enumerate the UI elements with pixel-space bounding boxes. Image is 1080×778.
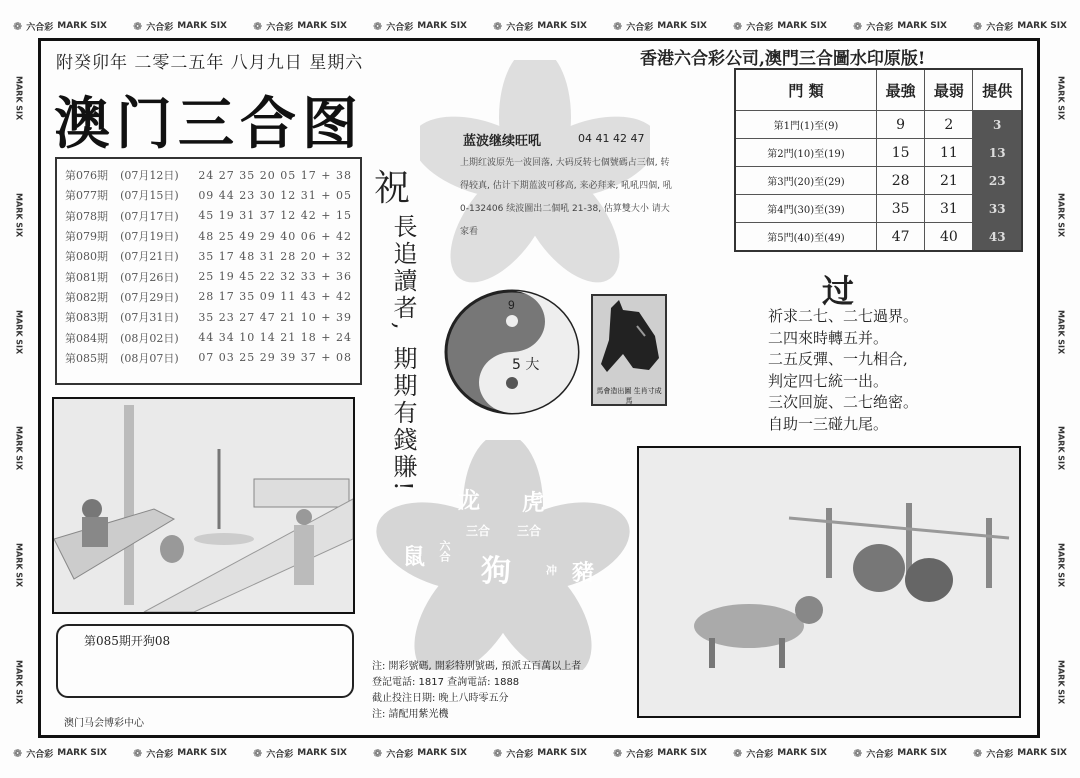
door-table-row [735,139,1022,167]
blue-wave-numbers: 04 41 42 47 [578,132,645,145]
door-provide: 13 [973,139,1022,167]
door-table [734,68,1023,252]
left-border: MARK SIX MARK SIX MARK SIX MARK SIX MARK SIX MARK SIX [14,76,24,704]
blue-wave-text: 上期红波原先一波回落, 大码反转七個號碼占三個, 转得较真, 估计下期蓝波可移高, 来必拜来, 吼吼四個, 吼 0-132406 续波圖出二個吼 21-38, 估算雙大小 请大家看 [460,158,672,237]
center-name: 澳门马会博彩中心 [64,718,144,729]
blue-wave-title: 蓝波继续旺吼 [463,134,542,149]
company-slogan: 香港六合彩公司,澳門三合圖水印原版! [640,49,926,69]
horse-caption: 馬會造出圖 生肖寸成馬 [596,387,662,405]
header-strong: 最強 [877,69,925,111]
zodiac-sanhe-1: 三合 [466,524,491,538]
history-date: (07月29日) [120,290,179,304]
dog-melon-scene [639,448,1019,716]
history-period: 第076期 [65,169,108,183]
taiji-top-number: 9 [508,298,515,312]
door-weak: 11 [925,139,973,167]
zodiac-liuhe: 六合 [438,540,451,562]
zodiac-pig: 豬 [572,561,595,586]
door-table-row [735,223,1022,252]
door-label: 第2門(10)至(19) [735,139,877,167]
history-date: (07月15日) [120,189,179,203]
history-period: 第079期 [65,230,108,244]
history-numbers: 28 17 35 09 11 43 + 42 [198,290,352,304]
history-period: 第078期 [65,209,108,223]
note-line: 登記電話: 1817 查詢電話: 1888 [372,677,520,688]
note-line: 注: 開彩號碼, 開彩特別號碼, 預派五百萬以上者 [372,661,582,672]
door-strong: 28 [877,167,925,195]
history-numbers: 45 19 31 37 12 42 + 15 [198,209,352,223]
header-weak: 最弱 [925,69,973,111]
zodiac-dog: 狗 [481,554,511,589]
poem-line: 二四來時轉五并。 [768,328,889,347]
history-period: 第077期 [65,189,108,203]
zodiac-chong: 冲 [546,564,557,577]
history-numbers: 48 25 49 29 40 06 + 42 [198,229,352,243]
door-strong: 15 [877,139,925,167]
right-border: MARK SIX MARK SIX MARK SIX MARK SIX MARK SIX MARK SIX [1056,76,1066,704]
history-row [65,348,352,368]
door-weak: 21 [925,167,973,195]
poem-line: 祈求二七、二七過界。 [768,307,919,325]
history-row [65,307,352,327]
history-numbers: 09 44 23 30 12 31 + 05 [198,188,352,202]
poem-lines [768,306,918,435]
zodiac-tiger: 虎 [522,491,545,516]
history-numbers: 24 27 35 20 05 17 + 38 [198,168,352,182]
horse-head-icon [593,296,665,380]
draw-history-list [55,157,362,385]
history-numbers: 35 23 27 47 21 10 + 39 [198,310,352,324]
door-provide: 23 [973,167,1022,195]
door-provide: 33 [973,195,1022,223]
door-weak: 31 [925,195,973,223]
history-period: 第080期 [65,250,108,264]
door-strong: 47 [877,223,925,252]
history-period: 第081期 [65,270,108,284]
taiji-label: 5 大 [512,357,540,373]
door-table-row [735,167,1022,195]
history-date: (07月17日) [120,209,179,223]
history-row [65,327,352,347]
door-table-header [735,69,1022,111]
history-date: (07月19日) [120,230,179,244]
note-line: 注: 請配用紫光機 [372,709,449,720]
note-line: 截止投注日期: 晚上八時零五分 [372,693,509,704]
bottom-border: ❁ 六合彩 MARK SIX ❁ 六合彩 MARK SIX ❁ 六合彩 MARK SIX ❁ 六合彩 MARK SIX ❁ 六合彩 MARK SIX ❁ 六合彩 MARK SIX ❁ 六合彩 MARK SIX ❁ 六合彩 MARK SIX ❁ 六合彩 MARK SIX [13,746,1067,760]
history-date: (08月02日) [120,331,179,345]
door-strong: 9 [877,111,925,139]
history-date: (07月31日) [120,311,179,325]
history-period: 第084期 [65,331,108,345]
history-row [65,246,352,266]
door-label: 第3門(20)至(29) [735,167,877,195]
wish-heading: 祝 [374,168,411,209]
poem-line: 自助一三碰九尾。 [768,414,889,433]
wish-line-2: 期期有錢賺! [389,346,417,494]
history-row [65,226,352,246]
poem-line: 二五反彈、一九相合, [768,350,908,368]
wish-line-1: 長追讀者, [389,214,417,333]
door-weak: 2 [925,111,973,139]
poem-line: 判定四七統一出。 [768,371,889,390]
history-row [65,185,352,205]
history-date: (07月26日) [120,270,179,284]
door-label: 第4門(30)至(39) [735,195,877,223]
page-title: 澳门三合图 [54,92,364,157]
header-door-type: 門 類 [735,69,877,111]
result-text: 第085期开狗08 [84,634,171,648]
zodiac-rat: 鼠 [403,545,426,570]
horse-image [591,294,667,406]
poem-line: 三次回旋、二七绝密。 [768,393,919,411]
door-strong: 35 [877,195,925,223]
header-provide: 提供 [973,69,1022,111]
notes [372,659,581,723]
history-row [65,287,352,307]
door-table-row [735,111,1022,139]
history-numbers: 35 17 48 31 28 20 + 32 [198,249,352,263]
date-line: 附癸卯年 二零二五年 八月九日 星期六 [56,53,364,73]
history-period: 第083期 [65,311,108,325]
door-weak: 40 [925,223,973,252]
taiji-symbol [442,287,582,417]
top-border: ❁ 六合彩 MARK SIX ❁ 六合彩 MARK SIX ❁ 六合彩 MARK SIX ❁ 六合彩 MARK SIX ❁ 六合彩 MARK SIX ❁ 六合彩 MARK SIX ❁ 六合彩 MARK SIX ❁ 六合彩 MARK SIX ❁ 六合彩 MARK SIX [13,19,1067,33]
history-date: (07月21日) [120,250,179,264]
door-table-row [735,195,1022,223]
zodiac-dragon: 龙 [458,489,481,514]
history-period: 第085期 [65,351,108,365]
door-label: 第1門(1)至(9) [735,111,877,139]
left-illustration [52,397,355,614]
history-period: 第082期 [65,290,108,304]
history-row [65,206,352,226]
history-date: (07月12日) [120,169,179,183]
history-row [65,266,352,286]
right-illustration [637,446,1021,718]
poem-title: 过 [822,272,855,310]
door-provide: 3 [973,111,1022,139]
history-numbers: 25 19 45 22 32 33 + 36 [198,270,352,284]
history-numbers: 44 34 10 14 21 18 + 24 [198,331,352,345]
zodiac-sanhe-2: 三合 [517,524,542,538]
result-box [56,624,354,698]
history-row [65,165,352,185]
door-label: 第5門(40)至(49) [735,223,877,252]
door-provide: 43 [973,223,1022,252]
history-date: (08月07日) [120,351,179,365]
courtyard-scene [54,399,353,612]
history-numbers: 07 03 25 29 39 37 + 08 [198,351,352,365]
